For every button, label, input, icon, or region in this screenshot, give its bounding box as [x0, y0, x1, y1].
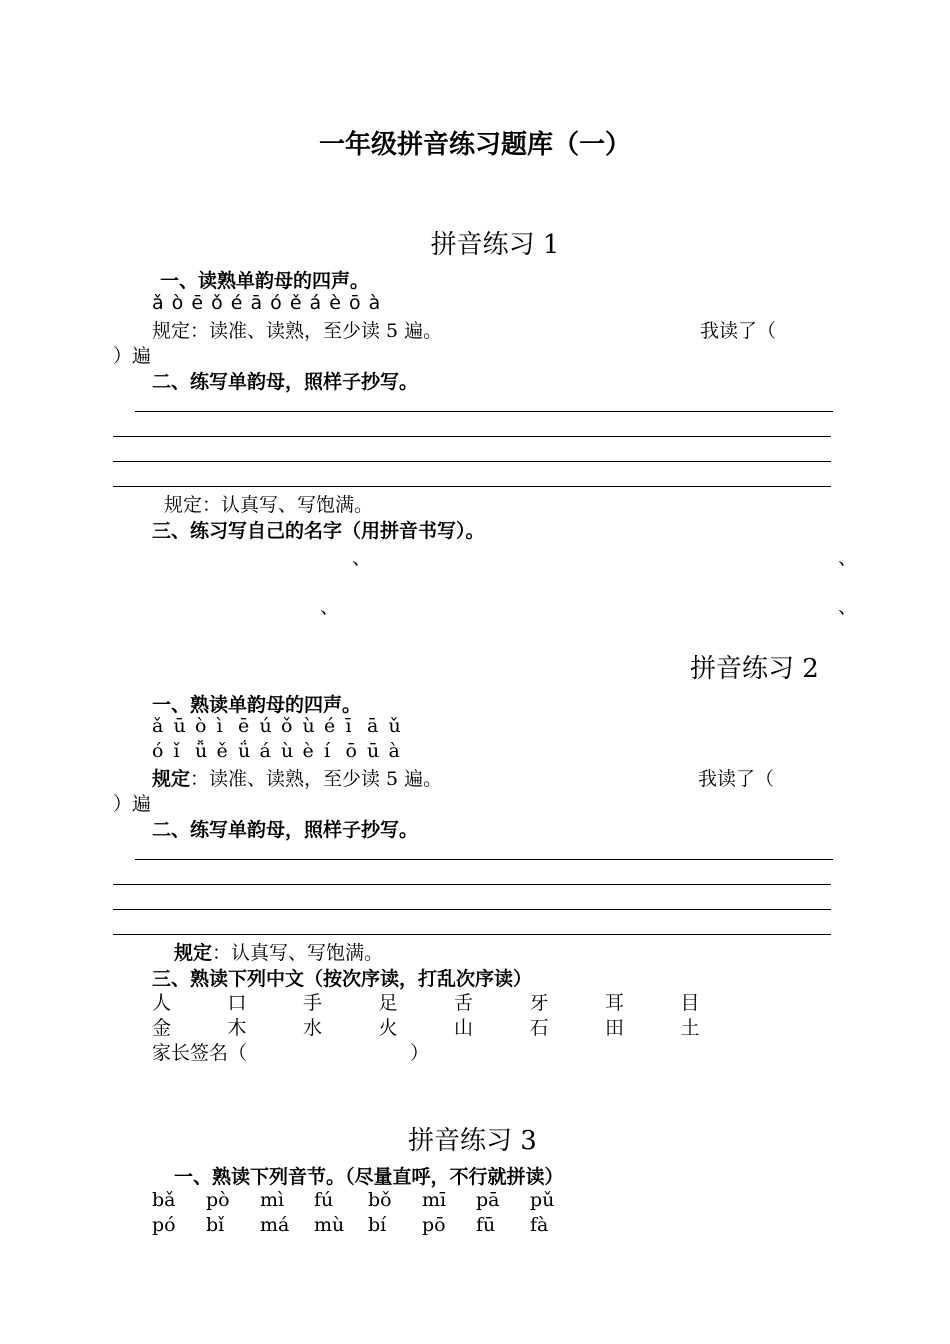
pinyin-syllable: pō: [422, 1214, 446, 1236]
tone-mark: ī: [345, 715, 352, 737]
ex1-tone-list: ǎ ò ē ǒ é ā ó ě á è ō à: [152, 292, 382, 314]
chinese-character: 目: [680, 992, 700, 1014]
tone-mark: è: [302, 740, 314, 762]
chinese-character: 水: [303, 1017, 323, 1039]
ex1-read-count: 我读了（: [700, 320, 777, 342]
tone-mark: ǘ: [238, 740, 251, 762]
ex2-chars-row-2: [152, 1013, 756, 1040]
tone-mark: á: [259, 740, 271, 762]
ex2-rule-2-prefix: 规定: [174, 942, 213, 964]
tone-mark: ì: [216, 715, 223, 737]
tone-mark: ú: [259, 715, 272, 737]
tone-mark: ū: [367, 740, 380, 762]
tone-mark: ò: [195, 715, 207, 737]
pinyin-syllable: fà: [530, 1214, 549, 1236]
ex2-writing-line-4[interactable]: [113, 934, 831, 935]
ex3-syllable-row-1: [152, 1189, 584, 1211]
pinyin-syllable: fū: [476, 1214, 496, 1236]
ex3-syllable-row-2: [152, 1214, 584, 1236]
ex2-tone-row-1: [152, 715, 410, 737]
ex2-writing-line-1[interactable]: [135, 859, 833, 860]
pinyin-syllable: pǔ: [530, 1189, 555, 1211]
exercise-1-title: 拼音练习 1: [430, 230, 560, 260]
pinyin-syllable: pò: [206, 1189, 230, 1211]
chinese-character: 口: [227, 992, 247, 1014]
tone-mark: ō: [345, 740, 357, 762]
ex2-question-3: 三、熟读下列中文（按次序读，打乱次序读）: [152, 968, 533, 990]
pinyin-syllable: bǒ: [368, 1189, 392, 1211]
tone-mark: ǒ: [281, 715, 293, 737]
ex1-name-separator: 、: [838, 596, 858, 618]
ex2-question-1: 一、熟读单韵母的四声。: [152, 694, 362, 716]
ex3-question-1: 一、熟读下列音节。（尽量直呼，不行就拼读）: [174, 1166, 564, 1188]
chinese-character: 石: [529, 1017, 549, 1039]
ex1-writing-line-1[interactable]: [135, 411, 833, 412]
ex1-writing-line-2[interactable]: [113, 436, 831, 437]
ex1-question-3: 三、练习写自己的名字（用拼音书写）。: [152, 520, 485, 542]
tone-mark: à: [388, 740, 400, 762]
chinese-character: 火: [378, 1017, 398, 1039]
tone-mark: ǐ: [173, 740, 180, 762]
exercise-2-title: 拼音练习 2: [690, 654, 819, 684]
chinese-character: 耳: [605, 992, 625, 1014]
pinyin-syllable: mī: [422, 1189, 447, 1211]
pinyin-syllable: bǎ: [152, 1189, 176, 1211]
tone-mark: ǚ: [195, 740, 208, 762]
chinese-character: 人: [152, 992, 172, 1014]
ex1-writing-line-3[interactable]: [113, 461, 831, 462]
ex1-name-separator: 、: [320, 596, 340, 618]
ex2-chars-row-1: [152, 988, 756, 1015]
tone-mark: ó: [152, 740, 164, 762]
ex1-rule-1-body: 读准、读熟，至少读 5 遍。: [209, 320, 443, 342]
ex2-rule-1-body: ：读准、读熟，至少读 5 遍。: [190, 768, 443, 790]
tone-mark: ǎ: [152, 715, 164, 737]
pinyin-syllable: pā: [476, 1189, 500, 1211]
ex2-read-close: ）遍: [113, 793, 152, 815]
ex1-read-close: ）遍: [113, 345, 152, 367]
ex2-rule-2-body: ：认真写、写饱满。: [212, 942, 384, 964]
chinese-character: 木: [227, 1017, 247, 1039]
ex1-name-separator: 、: [838, 547, 858, 569]
ex2-writing-line-3[interactable]: [113, 909, 831, 910]
ex2-rule-1: [152, 764, 442, 791]
chinese-character: 舌: [454, 992, 474, 1014]
tone-mark: ū: [173, 715, 186, 737]
ex1-rule-1: [152, 316, 442, 343]
tone-mark: ā: [367, 715, 379, 737]
ex1-rule-1-prefix: 规定：: [152, 320, 210, 342]
chinese-character: 金: [152, 1017, 172, 1039]
chinese-character: 手: [303, 992, 323, 1014]
pinyin-syllable: bí: [368, 1214, 387, 1236]
page-title: 一年级拼音练习题库（一）: [318, 130, 631, 160]
pinyin-syllable: pó: [152, 1214, 176, 1236]
ex2-question-2: 二、练写单韵母，照样子抄写。: [152, 819, 419, 841]
tone-mark: ù: [281, 740, 294, 762]
tone-mark: é: [324, 715, 336, 737]
pinyin-syllable: mì: [260, 1189, 285, 1211]
ex1-rule-2: 规定：认真写、写饱满。: [164, 494, 374, 516]
chinese-character: 牙: [529, 992, 549, 1014]
ex1-writing-line-4[interactable]: [113, 486, 831, 487]
pinyin-syllable: mù: [314, 1214, 345, 1236]
ex2-rule-2: [174, 938, 383, 965]
tone-mark: ē: [238, 715, 250, 737]
ex2-parent-sign-close: ）: [410, 1042, 430, 1064]
tone-mark: í: [324, 740, 331, 762]
chinese-character: 山: [454, 1017, 474, 1039]
ex2-parent-sign: 家长签名（: [152, 1042, 248, 1064]
pinyin-syllable: fú: [314, 1189, 334, 1211]
ex2-read-count: 我读了（: [698, 768, 775, 790]
ex1-question-2: 二、练写单韵母，照样子抄写。: [152, 371, 419, 393]
chinese-character: 田: [605, 1017, 625, 1039]
ex1-name-separator: 、: [352, 547, 372, 569]
tone-mark: ù: [302, 715, 315, 737]
ex2-writing-line-2[interactable]: [113, 884, 831, 885]
ex1-question-1: 一、读熟单韵母的四声。: [160, 270, 370, 292]
pinyin-syllable: má: [260, 1214, 290, 1236]
tone-mark: ǔ: [388, 715, 401, 737]
chinese-character: 土: [680, 1017, 700, 1039]
ex2-rule-1-prefix: 规定: [152, 768, 191, 790]
exercise-3-title: 拼音练习 3: [408, 1126, 537, 1156]
pinyin-syllable: bǐ: [206, 1214, 225, 1236]
ex2-tone-row-2: [152, 740, 410, 762]
chinese-character: 足: [378, 992, 398, 1014]
tone-mark: ě: [216, 740, 228, 762]
